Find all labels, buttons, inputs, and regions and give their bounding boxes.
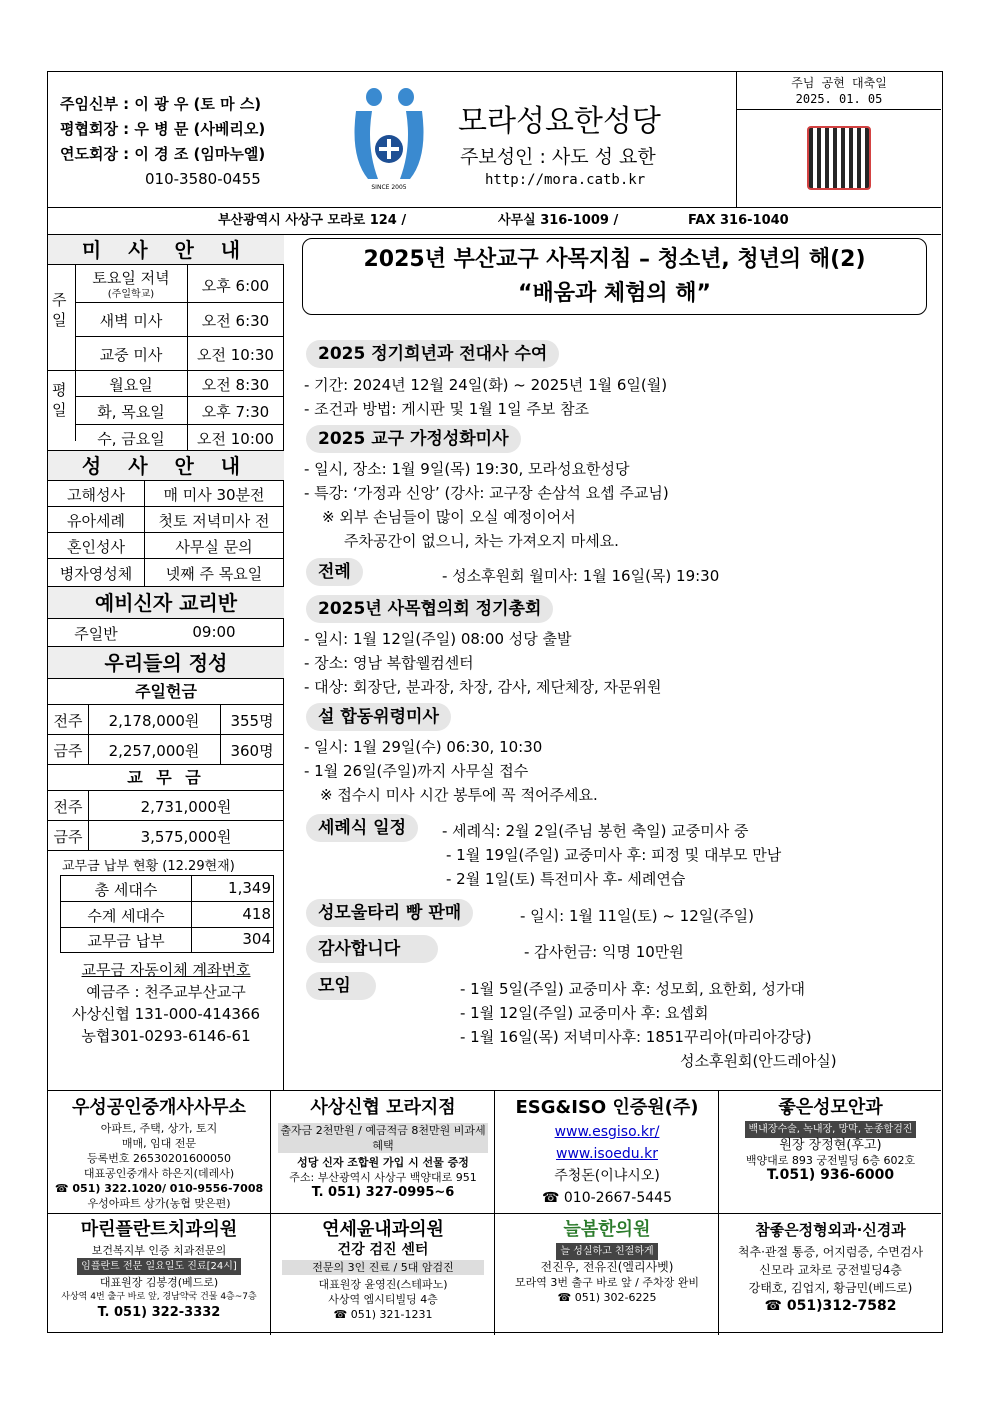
- section-meetings: 모임: [306, 972, 376, 1000]
- mass-row: 월요일 오전 8:30: [75, 371, 284, 397]
- weekday-label: 평일: [52, 381, 67, 419]
- parish-logo: [348, 87, 430, 192]
- ad-oriental-clinic: 늘봄한의원 늘 성실하고 친절하게 전진우, 전유진(엘리사벳) 모라역 3번 출구 바로 앞 / 주차장 완비 ☎ 051) 302-6225: [515, 1219, 699, 1304]
- account-holder: 예금주 : 천주교부산교구: [86, 983, 246, 1001]
- offering-row: 전주 2,178,000원 355명: [48, 705, 284, 735]
- section-thanks: 감사합니다: [306, 935, 438, 963]
- mass-row: 화, 목요일 오후 7:30: [75, 397, 284, 425]
- sunday-label: 주일: [52, 291, 67, 329]
- catechumen-title: 예비신자 교리반: [48, 587, 284, 619]
- ad-orthopedic: 참좋은정형외과·신경과 척추·관절 통증, 어지럼증, 수면검사 신모라 교차로 궁전빌딩4층 강태호, 김업지, 황금민(베드로) ☎ 051)312-7582: [737, 1221, 924, 1314]
- ad-dental: 마린플란트치과의원 보건복지부 인증 치과전문의 임플란트 전문 일요일도 진료[24시] 대표원장 김봉경(베드로) 사상역 4번 출구 바로 앞, 경남약국 건물 4층~7층 T. 051) 322-3332: [61, 1219, 257, 1320]
- sacrament-row: 유아세례 첫토 저녁미사 전: [48, 507, 284, 533]
- section-bread-sale: 성모울타리 빵 판매: [306, 899, 473, 927]
- parish-title: 모라성요한성당: [458, 104, 661, 139]
- dues-row: 전주 2,731,000원: [48, 791, 284, 821]
- district-president: 연도회장 : 이 경 조 (임마누엘): [60, 145, 266, 163]
- fax: FAX 316-1040: [688, 213, 789, 228]
- feast-name: 주님 공현 대축일: [791, 76, 887, 90]
- ad-eye-clinic: 좋은성모안과 백내장수술, 녹내장, 망막, 눈종합검진 원장 장정현(후고) 백양대로 893 궁전빌딩 6층 602호 T.051) 936-6000: [745, 1097, 916, 1183]
- section-jubilee: 2025 정기희년과 전대사 수여: [306, 340, 559, 368]
- ad-realty: 우성공인중개사사무소 아파트, 주택, 상가, 토지 매매, 임대 전문 등록번호 26530201600050 대표공인중개사 하은지(데레사) ☎ 051) 322.1020/ 010-9556-7008 우성아파트 상가(농협 맞은편): [54, 1097, 264, 1210]
- sacrament-row: 고해성사 매 미사 30분전: [48, 481, 284, 507]
- qr-code-icon[interactable]: [807, 126, 871, 190]
- section-family-mass: 2025 교구 가정성화미사: [306, 425, 521, 453]
- ads-section: [48, 1090, 941, 1334]
- ad-internal-medicine: 연세윤내과의원 건강 검진 센터 전문의 3인 진료 / 5대 암검진 대표원장 윤영진(스테파노) 사상역 엠시티빌딩 4층 ☎ 051) 321-1231: [272, 1217, 494, 1322]
- section-liturgy: 전례: [306, 558, 363, 586]
- dues-title: 교 무 금: [48, 765, 284, 791]
- sacrament-row: 혼인성사 사무실 문의: [48, 533, 284, 559]
- qr-box: [736, 110, 941, 208]
- mass-row: 교중 미사 오전 10:30: [48, 337, 284, 371]
- ad-credit-union: 사상신협 모라지점 출자금 2천만원 / 예금적금 8천만원 비과세 혜택 성당 신자 조합원 가입 시 선물 증정 주소: 부산광역시 사상구 백양대로 951 T. 051) 327-0995~6: [272, 1095, 494, 1200]
- address-bar: [48, 208, 941, 235]
- phone: 010-3580-0455: [145, 170, 261, 188]
- office-phone: 사무실 316-1009 /: [498, 213, 619, 228]
- mass-row: 토요일 저녁 (주일학교) 오후 6:00: [75, 265, 284, 303]
- account-title: 교무금 자동이체 계좌번호: [81, 961, 251, 979]
- pastor: 주임신부 : 이 광 우 (토 마 스): [60, 95, 262, 113]
- section-general-assembly: 2025년 사목협의회 정기총회: [306, 595, 553, 623]
- page-frame: [47, 71, 943, 1333]
- sunday-offering-title: 주일헌금: [48, 679, 284, 705]
- mass-row: 새벽 미사 오전 6:30: [75, 303, 284, 337]
- dues-status-table: 총 세대수 1,349 수계 세대수 418 교무금 납부 304: [60, 875, 274, 953]
- notices: 2025년 부산교구 사목지침 – 청소년, 청년의 해(2) “배움과 체험의 해” 2025 정기희년과 전대사 수여 - 기간: 2024년 12월 24일(화) ~ 2025년 1월 6일(월) - 조건과 방법: 게시판 및 1월 1일 주보 참조 2025 교구 가정성화미사 - 일시, 장소: 1월 9일(목) 19:30, 모라성요한성당 - 특강: ‘가정과 신앙’ (강사: 교구장 손삼석 요셉 주교님) ※ 외부 손님들이 많이 오실 예정이어서 주차공간이 없으니, 차는 가져오지 마세요. 전례 - 성소후원회 월미사: 1월 16일(목) 19:30 2025년 사목협의회 정기총회 - 일시: 1월 12일(주일) 08:00 성당 출발 - 장소: 영남 복합웰컴센터 - 대상: 회장단, 분과장, 차장, 감사, 제단체장, 자문위원 설 합동위령미사 - 일시: 1월 29일(수) 06:30, 10:30 - 1월 26일(주일)까지 사무실 접수 ※ 접수시 미사 시간 봉투에 꼭 적어주세요. 세례식 일정 - 세례식: 2월 2일(주님 봉헌 축일) 교중미사 중 - 1월 19일(주일) 교중미사 후: 피정 및 대부모 만남 - 2월 1일(토) 특전미사 후- 세례연습 성모울타리 빵 판매 - 일시: 1월 11일(토) ~ 12일(주일) 감사합니다 - 감사헌금: 익명 10만원 모임 - 1월 5일(주일) 교중미사 후: 성모회, 요한회, 성가대 - 1월 12일(주일) 교중미사 후: 요셉회 - 1월 16일(목) 저녁미사후: 1851꾸리아(마리아강당) 성소후원회(안드레아실): [284, 235, 941, 1090]
- section-baptism: 세례식 일정: [306, 814, 418, 842]
- offering-row: 금주 2,257,000원 360명: [48, 735, 284, 765]
- dues-row: 금주 3,575,000원: [48, 821, 284, 851]
- address: 부산광역시 사상구 모라로 124 /: [218, 213, 407, 228]
- pastoral-guideline: 2025년 부산교구 사목지침 – 청소년, 청년의 해(2) “배움과 체험의 해”: [302, 238, 927, 315]
- ad-iso: ESG&ISO 인증원(주) www.esgiso.kr/ www.isoedu.kr 주청돈(이냐시오) ☎ 010-2667-5445: [515, 1097, 699, 1206]
- offering-title: 우리들의 정성: [48, 647, 284, 679]
- section-memorial-mass: 설 합동위령미사: [306, 703, 451, 731]
- logo-since: SINCE 2005: [371, 184, 407, 191]
- mass-row: 수, 금요일 오전 10:00: [48, 425, 284, 451]
- staff-list: [60, 92, 265, 192]
- mass-title: 미 사 안 내: [48, 235, 284, 265]
- account-shinhyup: 사상신협 131-000-414366: [71, 1005, 261, 1023]
- bulletin-date: 2025. 01. 05: [795, 92, 883, 106]
- sacrament-row: 병자영성체 넷째 주 목요일: [48, 559, 284, 587]
- header: [48, 72, 941, 208]
- date-box: [736, 72, 941, 110]
- parish-url[interactable]: http://mora.catb.kr: [485, 172, 646, 188]
- account-nonghyup: 농협301-0293-6146-61: [81, 1027, 251, 1045]
- left-column: [48, 235, 284, 1090]
- dues-status: 교무금 납부 현황 (12.29현재): [62, 859, 235, 874]
- sacrament-title: 성 사 안 내: [48, 451, 284, 481]
- catechumen-row: 주일반 09:00: [48, 619, 284, 647]
- patron-saint: 주보성인 : 사도 성 요한: [460, 146, 656, 168]
- council-president: 평협회장 : 우 병 문 (사베리오): [60, 120, 266, 138]
